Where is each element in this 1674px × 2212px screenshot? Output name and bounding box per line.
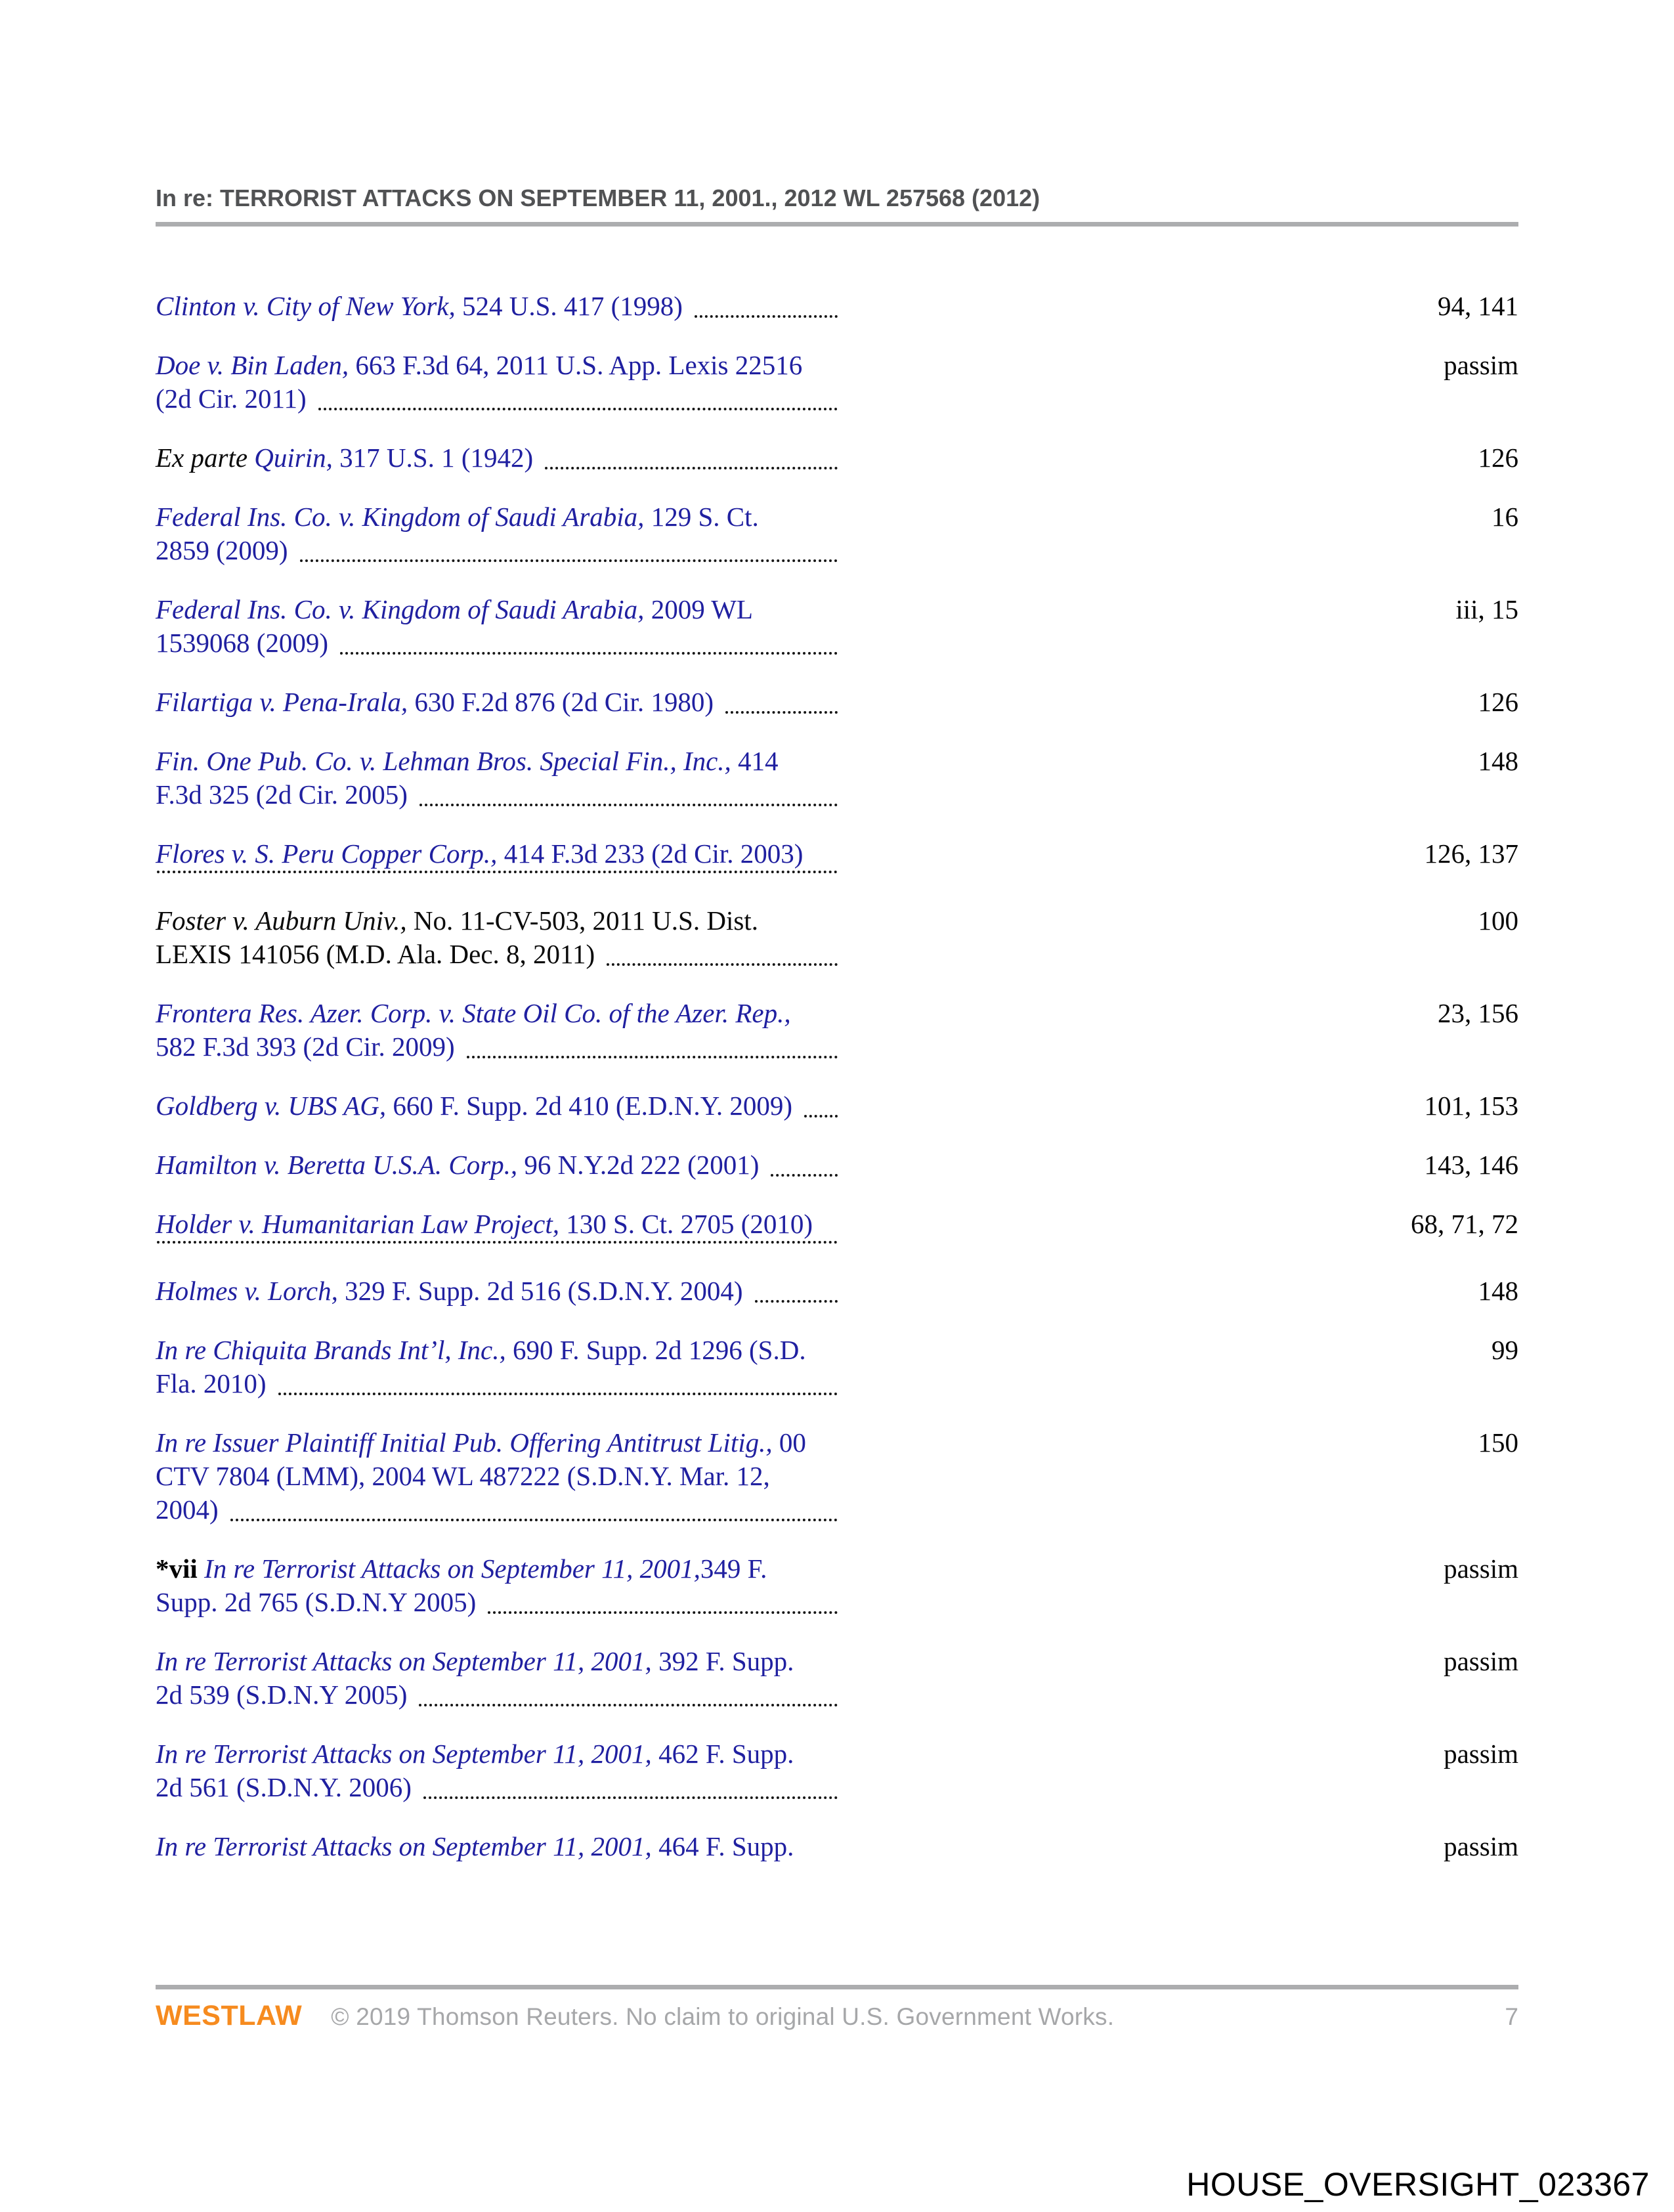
citation-segment: Holmes v. Lorch,: [156, 1276, 338, 1306]
dot-leader: [157, 1241, 838, 1244]
citation-segment: In re Terrorist Attacks on September 11, 2001,: [204, 1553, 700, 1584]
citation-line: [156, 1334, 842, 1367]
citation-segment: 130 S. Ct. 2705 (2010): [559, 1209, 813, 1239]
citation-line: [156, 1367, 842, 1400]
citation-segment: 663 F.3d 64, 2011 U.S. App. Lexis 22516: [349, 350, 803, 380]
citation-segment: 349 F.: [700, 1553, 767, 1584]
citation-segment: Quirin,: [254, 443, 333, 473]
citation-text: [156, 626, 328, 660]
toa-entry: [156, 500, 1518, 567]
citation-text: [156, 1089, 792, 1123]
citation-segment: 2859 (2009): [156, 535, 288, 565]
citation-segment: Federal Ins. Co. v. Kingdom of Saudi Arabia,: [156, 594, 645, 624]
toa-entry: [156, 441, 1518, 475]
case-citation-link[interactable]: [156, 593, 842, 660]
citation-segment: 582 F.3d 393 (2d Cir. 2009): [156, 1031, 455, 1062]
page-references: passim: [1444, 1553, 1518, 1584]
page-references: 68, 71, 72: [1411, 1209, 1518, 1239]
dot-leader: [607, 963, 838, 966]
page-references: 148: [1478, 1276, 1518, 1306]
dot-leader: [419, 1704, 838, 1706]
citation-line: [156, 534, 842, 567]
citation-segment: 129 S. Ct.: [644, 502, 759, 532]
dot-leader: [157, 871, 838, 873]
citation-text: [156, 1148, 759, 1182]
citation-segment: 317 U.S. 1 (1942): [332, 443, 534, 473]
citation-text: [156, 1831, 794, 1861]
citation-line: [156, 382, 842, 416]
citation-segment: In re Terrorist Attacks on September 11, 2001,: [156, 1831, 652, 1861]
toa-entry: [156, 745, 1518, 812]
toa-entry: [156, 1830, 1518, 1863]
citation-segment: 464 F. Supp.: [651, 1831, 794, 1861]
citation-line: [156, 1148, 842, 1182]
page-references: 99: [1492, 1335, 1518, 1365]
toa-entry: [156, 1148, 1518, 1182]
citation-text: [156, 1367, 267, 1400]
toa-entry: [156, 1737, 1518, 1804]
page-references: passim: [1444, 1646, 1518, 1676]
page-references: 148: [1478, 746, 1518, 776]
citation-text: [156, 1646, 794, 1676]
case-citation-link[interactable]: [156, 1274, 842, 1308]
citation-segment: 660 F. Supp. 2d 410 (E.D.N.Y. 2009): [386, 1091, 793, 1121]
case-citation-link[interactable]: [156, 837, 842, 878]
toa-entry: [156, 349, 1518, 416]
citation-text: [156, 290, 683, 323]
citation-segment: Ex parte: [156, 443, 255, 473]
westlaw-logo: WESTLAW: [156, 2000, 303, 2031]
citation-text: [156, 746, 779, 776]
citation-segment: 2d 561 (S.D.N.Y. 2006): [156, 1772, 412, 1802]
dot-leader: [278, 1393, 838, 1395]
citation-text: [156, 1461, 770, 1491]
citation-line: [156, 1241, 842, 1249]
citation-segment: Foster v. Auburn Univ.,: [156, 905, 407, 936]
bates-number: HOUSE_OVERSIGHT_023367: [1186, 2166, 1650, 2203]
citation-segment: In re Chiquita Brands Int’l, Inc.,: [156, 1335, 506, 1365]
citation-segment: 462 F. Supp.: [651, 1739, 794, 1769]
citation-segment: Doe v. Bin Laden,: [156, 350, 349, 380]
citation-line: [156, 871, 842, 878]
dot-leader: [695, 315, 838, 318]
citation-line: [156, 1586, 842, 1619]
case-citation-link[interactable]: [156, 1645, 842, 1712]
citation-segment: 690 F. Supp. 2d 1296 (S.D.: [505, 1335, 806, 1365]
dot-leader: [725, 711, 838, 714]
toa-entry: [156, 1207, 1518, 1249]
citation-text: [156, 441, 533, 475]
citation-segment: Fin. One Pub. Co. v. Lehman Bros. Special Fin., Inc.,: [156, 746, 731, 776]
toa-entry: [156, 1334, 1518, 1400]
citation-text: [156, 938, 595, 971]
citation-text: [156, 1030, 455, 1064]
citation-segment: Holder v. Humanitarian Law Project,: [156, 1209, 559, 1239]
citation-segment: Filartiga v. Pena-Irala,: [156, 687, 408, 717]
citation-text: [156, 1335, 806, 1365]
case-citation-link[interactable]: [156, 1334, 842, 1400]
page-references: 126: [1478, 443, 1518, 473]
page-references: passim: [1444, 350, 1518, 380]
toa-entry: [156, 837, 1518, 878]
case-citation-link[interactable]: [156, 1426, 842, 1527]
citation-text: [156, 838, 803, 869]
citation-segment: F.3d 325 (2d Cir. 2005): [156, 779, 408, 810]
toa-entry: [156, 1274, 1518, 1308]
toa-entry: [156, 1426, 1518, 1527]
citation-text: [156, 534, 288, 567]
dot-leader: [230, 1519, 838, 1521]
citation-line: [156, 1552, 842, 1586]
document-header-title: In re: TERRORIST ATTACKS ON SEPTEMBER 11, 2001., 2012 WL 257568 (2012): [156, 184, 1041, 211]
page-references: 150: [1478, 1427, 1518, 1458]
dot-leader: [488, 1611, 838, 1614]
citation-segment: Fla. 2010): [156, 1368, 267, 1399]
toa-entry: [156, 685, 1518, 719]
case-citation-link[interactable]: [156, 1552, 842, 1619]
dot-leader: [545, 467, 838, 469]
citation-line: [156, 1030, 842, 1064]
citation-line: [156, 997, 842, 1030]
dot-leader: [300, 559, 838, 562]
citation-line: [156, 1460, 842, 1493]
citation-text: [156, 502, 759, 532]
citation-segment: 414 F.3d 233 (2d Cir. 2003): [497, 838, 804, 869]
citation-line: [156, 938, 842, 971]
citation-text: [156, 905, 758, 936]
case-citation-link[interactable]: [156, 500, 842, 567]
citation-line: [156, 1678, 842, 1712]
citation-segment: Federal Ins. Co. v. Kingdom of Saudi Arabia,: [156, 502, 645, 532]
citation-segment: 96 N.Y.2d 222 (2001): [517, 1150, 760, 1180]
citation-line: [156, 904, 842, 938]
citation-segment: In re Terrorist Attacks on September 11, 2001,: [156, 1739, 652, 1769]
citation-text: [156, 1771, 412, 1804]
page-references: 23, 156: [1438, 998, 1518, 1028]
citation-segment: Supp. 2d 765 (S.D.N.Y 2005): [156, 1587, 477, 1617]
citation-line: [156, 290, 842, 323]
citation-segment: 2009 WL: [644, 594, 753, 624]
citation-line: [156, 593, 842, 626]
citation-line: [156, 349, 842, 382]
citation-line: [156, 1771, 842, 1804]
citation-line: [156, 837, 842, 871]
citation-segment: Clinton v. City of New York,: [156, 291, 456, 321]
citation-text: [156, 1493, 219, 1527]
page-references: 126, 137: [1424, 838, 1518, 869]
dot-leader: [318, 408, 838, 410]
citation-segment: Hamilton v. Beretta U.S.A. Corp.,: [156, 1150, 518, 1180]
case-citation-link[interactable]: [156, 997, 842, 1064]
citation-segment: (2d Cir. 2011): [156, 383, 307, 414]
case-citation-link[interactable]: [156, 1830, 842, 1863]
citation-segment: 329 F. Supp. 2d 516 (S.D.N.Y. 2004): [337, 1276, 743, 1306]
page-references: 143, 146: [1424, 1150, 1518, 1180]
citation-segment: CTV 7804 (LMM), 2004 WL 487222 (S.D.N.Y. Mar. 12,: [156, 1461, 770, 1491]
citation-line: [156, 1645, 842, 1678]
citation-text: [156, 685, 714, 719]
citation-line: [156, 1426, 842, 1460]
citation-segment: Goldberg v. UBS AG,: [156, 1091, 387, 1121]
citation-text: [156, 1274, 743, 1308]
citation-segment: *vii: [156, 1553, 205, 1584]
citation-line: [156, 1274, 842, 1308]
citation-line: [156, 441, 842, 475]
citation-line: [156, 745, 842, 778]
dot-leader: [804, 1115, 838, 1117]
citation-segment: 2d 539 (S.D.N.Y 2005): [156, 1680, 408, 1710]
citation-line: [156, 1207, 842, 1241]
page-references: 126: [1478, 687, 1518, 717]
dot-leader: [467, 1056, 838, 1058]
dot-leader: [419, 804, 838, 806]
citation-text: [156, 1678, 407, 1712]
citation-segment: 630 F.2d 876 (2d Cir. 1980): [408, 687, 714, 717]
page-references: 100: [1478, 905, 1518, 936]
citation-segment: Flores v. S. Peru Copper Corp.,: [156, 838, 498, 869]
citation-text: [156, 350, 802, 380]
citation-segment: 00: [772, 1427, 806, 1458]
case-citation-link[interactable]: [156, 1737, 842, 1804]
case-citation: [156, 904, 842, 971]
toa-entry: [156, 1552, 1518, 1619]
citation-text: [156, 1739, 794, 1769]
page-references: 16: [1492, 502, 1518, 532]
footer-page-number: 7: [1505, 2003, 1518, 2030]
citation-line: [156, 626, 842, 660]
citation-line: [156, 1089, 842, 1123]
dot-leader: [423, 1796, 838, 1799]
case-citation-link[interactable]: [156, 441, 842, 475]
header-divider: [156, 222, 1518, 227]
toa-entry: [156, 593, 1518, 660]
citation-line: [156, 500, 842, 534]
citation-segment: In re Issuer Plaintiff Initial Pub. Offering Antitrust Litig.,: [156, 1427, 773, 1458]
dot-leader: [755, 1300, 838, 1303]
case-citation-link[interactable]: [156, 1148, 842, 1182]
page-references: 101, 153: [1424, 1091, 1518, 1121]
case-citation-link[interactable]: [156, 685, 842, 719]
citation-line: [156, 1493, 842, 1527]
case-citation-link[interactable]: [156, 745, 842, 812]
citation-line: [156, 1737, 842, 1771]
dot-leader: [340, 652, 838, 655]
toa-entry: [156, 290, 1518, 323]
footer: [156, 2000, 1518, 2032]
citation-segment: 392 F. Supp.: [651, 1646, 794, 1676]
citation-text: [156, 1586, 476, 1619]
citation-text: [156, 778, 408, 812]
citation-segment: 2004): [156, 1494, 219, 1525]
case-citation-link[interactable]: [156, 1089, 842, 1123]
citation-text: [156, 1427, 806, 1458]
citation-text: [156, 594, 753, 624]
case-citation-link[interactable]: [156, 349, 842, 416]
page-references: iii, 15: [1455, 594, 1518, 624]
toa-entry: [156, 904, 1518, 971]
table-of-authorities: [156, 290, 1518, 1889]
citation-segment: LEXIS 141056 (M.D. Ala. Dec. 8, 2011): [156, 939, 595, 969]
toa-entry: [156, 1645, 1518, 1712]
toa-entry: [156, 997, 1518, 1064]
page-references: 94, 141: [1438, 291, 1518, 321]
citation-text: [156, 1553, 767, 1584]
page-references: passim: [1444, 1739, 1518, 1769]
footer-divider: [156, 1985, 1518, 1989]
case-citation-link[interactable]: [156, 1207, 842, 1249]
citation-line: [156, 685, 842, 719]
citation-segment: Frontera Res. Azer. Corp. v. State Oil Co. of the Azer. Rep.,: [156, 998, 791, 1028]
citation-segment: 414: [731, 746, 779, 776]
toa-entry: [156, 1089, 1518, 1123]
case-citation-link[interactable]: [156, 290, 842, 323]
citation-line: [156, 1830, 842, 1863]
citation-segment: 1539068 (2009): [156, 628, 329, 658]
citation-segment: 524 U.S. 417 (1998): [455, 291, 683, 321]
citation-segment: In re Terrorist Attacks on September 11, 2001,: [156, 1646, 652, 1676]
citation-line: [156, 778, 842, 812]
citation-segment: No. 11-CV-503, 2011 U.S. Dist.: [406, 905, 758, 936]
citation-text: [156, 1209, 813, 1239]
footer-copyright: © 2019 Thomson Reuters. No claim to original U.S. Government Works.: [331, 2003, 1115, 2030]
dot-leader: [771, 1174, 838, 1177]
citation-text: [156, 382, 307, 416]
page-references: passim: [1444, 1831, 1518, 1861]
citation-text: [156, 998, 791, 1028]
